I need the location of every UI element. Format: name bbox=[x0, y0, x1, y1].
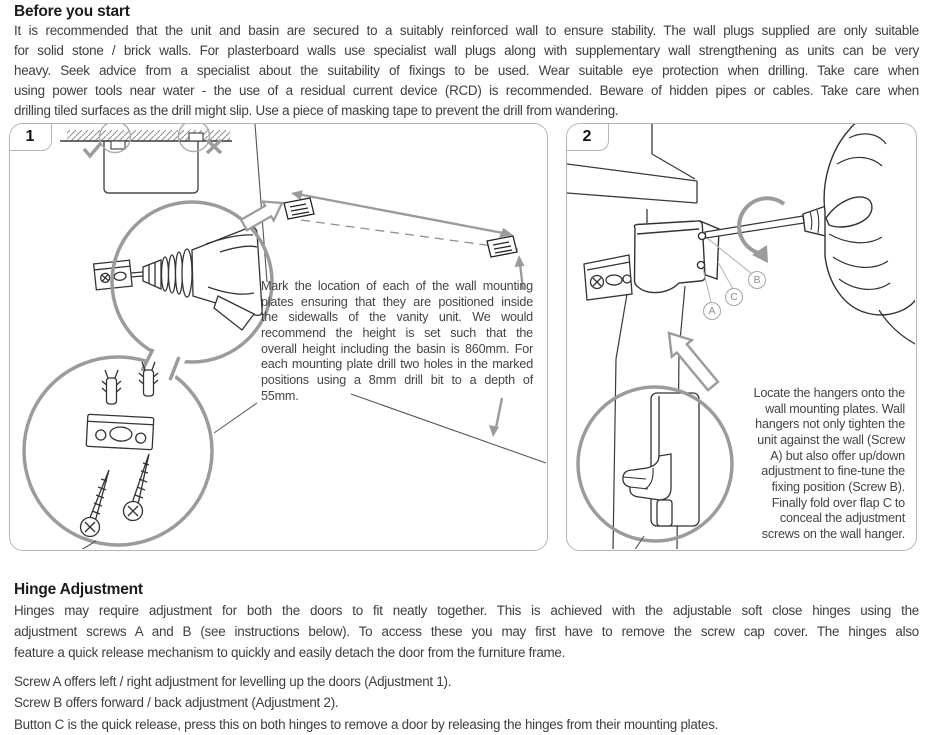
text-line: using power tools near water - the use of a residual current device (RCD) is recommended. Beware of hidden pipes or cables. Take care when bbox=[14, 82, 919, 98]
step-1-number: 1 bbox=[9, 123, 52, 151]
fixings-close-up bbox=[81, 362, 159, 537]
magnifier-tail-line bbox=[76, 541, 96, 549]
text-line: overall height including the basin is 860mm. For bbox=[261, 341, 533, 356]
text-line: Locate the hangers onto the bbox=[753, 386, 905, 400]
text-line: Hinges may require adjustment for both the doors to fit neatly together. This is achieved with the adjustable soft close hinges using the bbox=[14, 603, 919, 618]
hinge-heading: Hinge Adjustment bbox=[14, 581, 143, 598]
check-icon bbox=[84, 143, 101, 156]
wall-mounting-plate-left bbox=[284, 198, 314, 219]
hinge-paragraph bbox=[14, 600, 919, 663]
step-2-panel bbox=[566, 123, 917, 551]
screwdriver-shaft bbox=[705, 216, 804, 238]
text-line: Finally fold over flap C to bbox=[771, 495, 905, 510]
text-line: screws on the wall hanger. bbox=[761, 526, 905, 541]
text-line: heavy. Seek advice from a specialist about the suitability of fixings to be used. Wear suitable eye protection when drilling. Take care when bbox=[14, 62, 919, 78]
hanger-correct-position bbox=[111, 141, 125, 149]
caption-leader-line bbox=[214, 403, 257, 433]
magnifier-circle-fixings bbox=[24, 357, 212, 545]
step-1-caption bbox=[261, 279, 533, 404]
text-line: unit against the wall (Screw bbox=[757, 432, 905, 447]
wall-plug bbox=[102, 370, 121, 404]
wall-section bbox=[60, 130, 232, 141]
text-line: drilling tiled surfaces as the drill might slip. Use a piece of masking tape to prevent the drill from wandering. bbox=[14, 102, 619, 118]
distance-double-arrow bbox=[291, 190, 513, 237]
label-flap-c: C bbox=[725, 288, 743, 306]
label-screw-a: A bbox=[703, 302, 721, 320]
screw bbox=[81, 470, 110, 537]
text-line: It is recommended that the unit and basin are secured to a suitably reinforced wall to ensure stability. The wall plugs supplied are only suitable bbox=[14, 23, 919, 38]
label-screw-b: B bbox=[748, 271, 766, 289]
text-line: Button C is the quick release, press this on both hinges to remove a door by releasing the hinges from their mounting plates. bbox=[14, 716, 719, 732]
text-line: for solid stone / brick walls. For plasterboard walls use specialist wall plugs along with supplementary wall strengthening as units can be very bbox=[14, 42, 919, 58]
mounting-plate bbox=[86, 414, 154, 449]
wall-mounting-plate-right bbox=[487, 236, 517, 257]
text-line: Screw A offers left / right adjustment for levelling up the doors (Adjustment 1). bbox=[14, 674, 452, 689]
intro-heading: Before you start bbox=[14, 3, 130, 20]
pointer-block-arrow bbox=[669, 333, 718, 390]
hand-with-screwdriver bbox=[803, 124, 915, 346]
intro-paragraph bbox=[14, 21, 919, 121]
text-line: adjustment screws A and B (see instructions below). To access these you may first have to remove the screw cap cover. The hinges also bbox=[14, 624, 919, 639]
text-line: conceal the adjustment bbox=[779, 511, 905, 526]
step-2-caption bbox=[707, 386, 905, 543]
text-line: A) but also offer up/down bbox=[770, 448, 905, 463]
step-1-panel bbox=[9, 123, 548, 551]
text-line: plates ensuring that they are positioned inside bbox=[261, 294, 533, 309]
text-line: feature a quick release mechanism to quickly and easily detach the door from the furniture frame. bbox=[14, 645, 566, 660]
text-line: Screw B offers forward / back adjustment (Adjustment 2). bbox=[14, 695, 339, 711]
cross-icon bbox=[207, 140, 221, 153]
text-line: the sidewalls of the vanity unit. We would bbox=[261, 310, 533, 325]
screw bbox=[124, 454, 150, 521]
text-line: hangers not only tighten the bbox=[755, 417, 905, 432]
step-2-number: 2 bbox=[566, 123, 609, 151]
text-line: each mounting plate drill two holes in the marked bbox=[261, 357, 533, 372]
text-line: 55mm. bbox=[261, 388, 299, 403]
text-line: positions using a 8mm drill bit to a depth of bbox=[261, 372, 533, 387]
text-line: wall mounting plates. Wall bbox=[765, 401, 905, 416]
wall-mounting-plate bbox=[584, 255, 632, 300]
text-line: fixing position (Screw B). bbox=[771, 479, 905, 494]
text-line: Mark the location of each of the wall mounting bbox=[261, 279, 533, 293]
hinge-notes bbox=[14, 671, 919, 735]
hanger-wrong-position bbox=[189, 133, 203, 141]
text-line: recommend the height is set such that the bbox=[261, 325, 533, 340]
hanger-close-up bbox=[623, 393, 699, 526]
text-line: adjustment to fine-tune the bbox=[761, 464, 905, 479]
wall-line bbox=[351, 394, 546, 463]
